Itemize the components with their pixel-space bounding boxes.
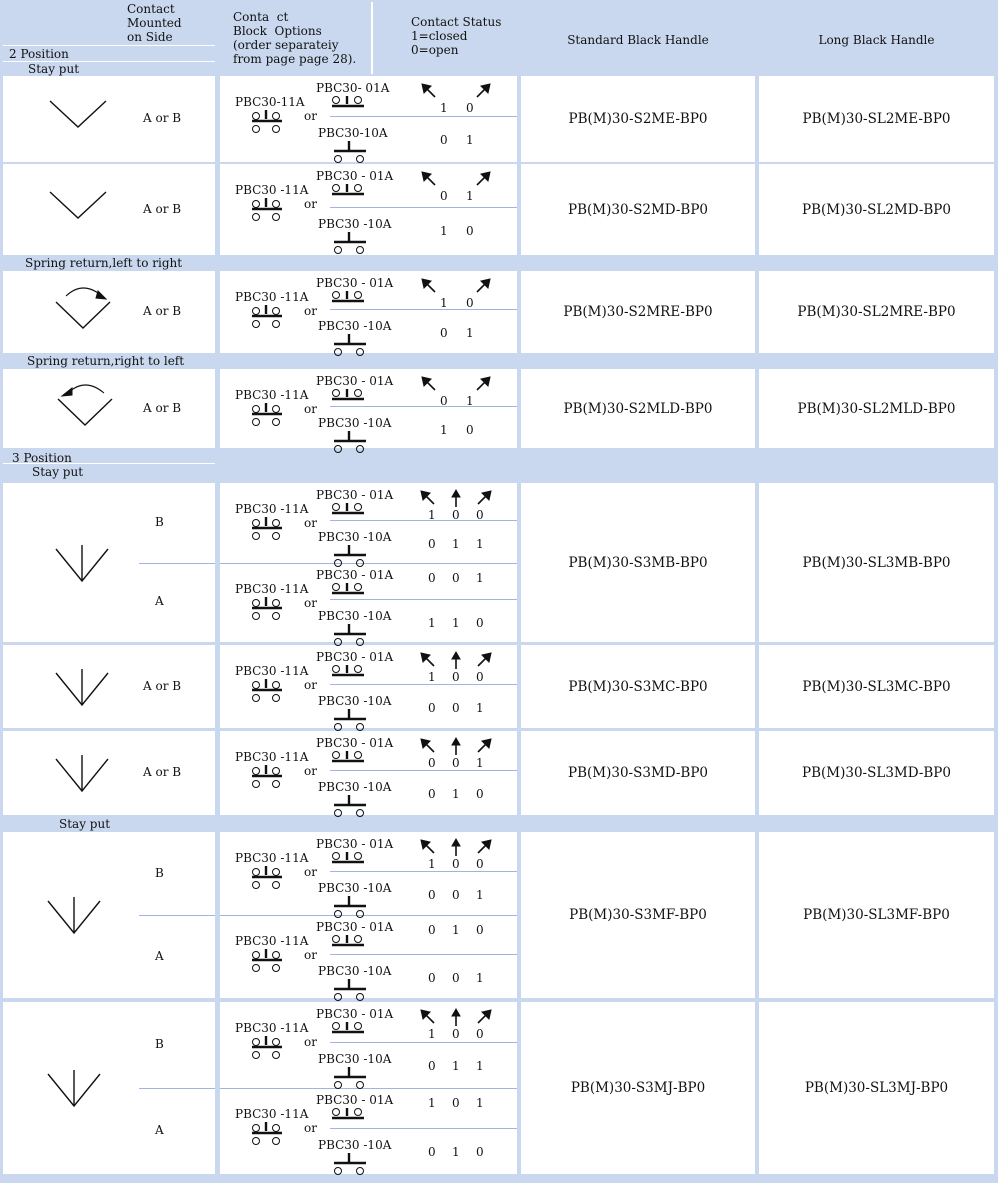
status-value: 0 [452, 508, 460, 522]
block-label-01a: PBC30 - 01A [316, 920, 394, 934]
status-value: 1 [452, 616, 460, 631]
contact-divider [330, 684, 517, 685]
status-value: 1 [428, 857, 436, 871]
contact-block-01-icon [332, 852, 366, 864]
status-value: 0 [476, 670, 484, 684]
part-number-standard: PB(M)30-S2MD-BP0 [568, 201, 708, 218]
contact-block-10-icon [334, 795, 368, 819]
block-label-10a: PBC30 -10A [318, 880, 392, 895]
part-number-long: PB(M)30-SL2MLD-BP0 [797, 400, 956, 417]
block-label-11a: PBC30 -11A [235, 934, 309, 948]
contact-block-01-icon [332, 1108, 366, 1120]
status-value: 0 [428, 570, 436, 585]
part-number-long: PB(M)30-SL3MC-BP0 [802, 678, 951, 695]
row-sep [0, 642, 998, 645]
status-value: 0 [428, 887, 436, 902]
header-options-2: Block Options [233, 24, 322, 38]
part-number-long: PB(M)30-SL2MRE-BP0 [797, 304, 956, 320]
contact-block-10-icon [334, 1153, 368, 1177]
status-value: 1 [428, 616, 436, 631]
band-stay-put-2 [0, 815, 998, 832]
contact-block-11-icon [252, 517, 284, 543]
status-value: 0 [466, 422, 474, 437]
two-direction-arrows-icon [422, 84, 490, 100]
status-value: 0 [428, 1059, 436, 1073]
block-label-11a: PBC30 -11A [235, 1021, 309, 1035]
status-value: 1 [452, 1145, 460, 1159]
contact-divider [330, 1128, 517, 1129]
block-label-01a: PBC30 - 01A [316, 276, 394, 290]
contact-divider [330, 770, 517, 771]
contact-divider [330, 954, 517, 955]
status-value: 0 [428, 756, 436, 770]
status-value: 0 [428, 1145, 436, 1159]
part-number-standard: PB(M)30-S3MJ-BP0 [570, 1080, 706, 1096]
status-value: 1 [428, 508, 436, 522]
contact-block-11-icon [252, 866, 284, 892]
side-divider [139, 915, 215, 916]
three-direction-arrows-icon [421, 1010, 491, 1026]
header-mounted-2: Mounted [127, 16, 182, 30]
or-label: or [304, 865, 317, 879]
mounted-side-a-or-b: A or B [143, 111, 182, 125]
block-label-01a: PBC30 - 01A [316, 488, 394, 502]
row-sep [0, 728, 998, 731]
contact-block-11-icon [252, 679, 284, 705]
contact-block-11-icon [252, 1122, 284, 1148]
contact-block-01-icon [332, 935, 366, 947]
status-value: 0 [476, 857, 484, 871]
status-value: 0 [452, 857, 460, 871]
block-label-10a: PBC30 -10A [318, 609, 392, 624]
block-label-11a: PBC30 -11A [235, 750, 309, 764]
or-label: or [304, 948, 317, 962]
col-sep-3 [517, 0, 521, 1183]
status-value: 1 [466, 189, 474, 203]
mounted-side-b: B [155, 865, 164, 880]
or-label: or [304, 1035, 317, 1049]
two-direction-arrows-icon [422, 377, 490, 393]
block-label-10a: PBC30 -10A [318, 1052, 392, 1066]
status-value: 1 [452, 1059, 460, 1073]
contact-block-11-icon [252, 765, 284, 791]
status-value: 1 [440, 101, 448, 115]
block-label-01a: PBC30 - 01A [316, 1093, 394, 1107]
block-label-01a: PBC30 - 01A [316, 650, 394, 664]
handle-three-position-icon [48, 897, 104, 937]
contact-block-10-icon [334, 545, 368, 569]
status-value: 0 [440, 326, 448, 340]
contact-block-10-icon [334, 896, 368, 920]
or-label: or [304, 197, 317, 211]
block-label-11a: PBC30 -11A [235, 502, 309, 516]
spring-return-right-icon [54, 282, 112, 332]
status-value: 0 [476, 508, 484, 522]
part-number-standard: PB(M)30-S3MF-BP0 [569, 907, 707, 923]
contact-block-10-icon [334, 979, 368, 1003]
status-value: 1 [428, 670, 436, 684]
part-number-standard: PB(M)30-S2ME-BP0 [568, 111, 708, 127]
left-border [0, 0, 3, 1183]
contact-block-01-icon [332, 184, 366, 196]
mounted-side-a: A [155, 1123, 164, 1137]
status-value: 1 [452, 923, 460, 937]
status-value: 0 [452, 887, 460, 902]
contact-divider [330, 1042, 517, 1043]
contact-block-01-icon [332, 1022, 366, 1034]
label-stay-put: Stay put [28, 62, 80, 76]
status-value: 0 [476, 616, 484, 631]
handle-two-position-icon [50, 101, 106, 131]
block-label-11a: PBC30 -11A [235, 664, 309, 678]
block-label-01a: PBC30- 01A [316, 81, 390, 95]
handle-three-position-icon [56, 545, 112, 585]
status-value: 0 [452, 1096, 460, 1110]
contact-block-11-icon [252, 949, 284, 975]
contact-block-01-icon [332, 583, 366, 595]
header-status-2: 1=closed [411, 29, 468, 43]
label-spring-rl: Spring return,right to left [27, 354, 185, 368]
three-direction-arrows-icon [421, 653, 491, 669]
label-stay-put: Stay put [32, 465, 84, 479]
right-border [994, 0, 998, 1183]
status-value: 0 [428, 700, 436, 715]
mounted-side-a-or-b: A or B [143, 400, 182, 415]
mounted-side-a: A [155, 948, 164, 963]
or-label: or [304, 109, 317, 123]
block-label-10a: PBC30 -10A [318, 780, 392, 794]
status-value: 1 [428, 1096, 436, 1110]
footer-band [0, 1174, 998, 1183]
col-sep-1 [215, 0, 220, 1183]
contact-block-01-icon [332, 96, 366, 108]
or-label: or [304, 678, 317, 692]
spring-return-left-icon [56, 379, 114, 429]
block-divider [220, 563, 517, 564]
status-value: 0 [476, 923, 484, 937]
status-value: 0 [476, 1027, 484, 1041]
block-label-10a: PBC30 -10A [318, 1138, 392, 1152]
status-value: 1 [476, 887, 484, 902]
block-label-11a: PBC30 -11A [235, 851, 309, 865]
mounted-side-a-or-b: A or B [143, 765, 182, 779]
part-number-long: PB(M)30-SL2MD-BP0 [802, 201, 951, 218]
contact-block-10-icon [334, 232, 368, 256]
row-sep [0, 998, 998, 1002]
contact-block-11-icon [252, 597, 284, 623]
contact-block-01-icon [332, 291, 366, 303]
status-value: 1 [476, 536, 484, 551]
status-value: 1 [476, 700, 484, 715]
status-value: 1 [476, 970, 484, 985]
status-value: 0 [476, 787, 484, 801]
block-label-10a: PBC30 -10A [318, 963, 392, 978]
label-two-position: 2 Position [9, 47, 69, 61]
status-value: 1 [466, 326, 474, 340]
block-label-11a: PBC30 -11A [235, 581, 309, 596]
status-value: 1 [466, 394, 474, 408]
block-label-11a: PBC30-11A [235, 95, 305, 109]
block-label-11a: PBC30 -11A [235, 388, 309, 402]
block-divider [220, 915, 517, 916]
or-label: or [304, 764, 317, 778]
header-long: Long Black Handle [818, 33, 935, 47]
status-value: 0 [466, 223, 474, 238]
or-label: or [304, 595, 317, 610]
status-value: 1 [440, 296, 448, 310]
status-value: 0 [466, 101, 474, 115]
three-direction-arrows-icon [421, 840, 491, 856]
side-divider [139, 563, 215, 564]
three-direction-arrows-icon [421, 491, 491, 507]
header-mounted-1: Contact [127, 2, 175, 16]
contact-block-10-icon [334, 709, 368, 733]
status-value: 1 [428, 1027, 436, 1041]
status-value: 0 [440, 189, 448, 203]
header-line [3, 45, 215, 46]
contact-block-11-icon [252, 1036, 284, 1062]
status-value: 0 [452, 970, 460, 985]
row-sep [0, 162, 998, 164]
status-value: 0 [428, 787, 436, 801]
status-value: 0 [452, 700, 460, 715]
contact-block-10-icon [334, 624, 368, 648]
contact-block-11-icon [252, 198, 284, 224]
header-options-4: from page page 28). [233, 52, 357, 66]
handle-three-position-icon [56, 755, 112, 795]
handle-three-position-icon [56, 669, 112, 709]
part-number-long: PB(M)30-SL3MD-BP0 [802, 765, 951, 781]
handle-three-position-icon [48, 1070, 104, 1110]
label-three-position: 3 Position [12, 451, 72, 465]
block-label-01a: PBC30 - 01A [316, 169, 394, 183]
mounted-side-a-or-b: A or B [143, 678, 182, 693]
part-number-long: PB(M)30-SL3MB-BP0 [802, 554, 951, 571]
contact-divider [330, 116, 517, 117]
block-label-01a: PBC30 - 01A [316, 1007, 394, 1021]
part-number-standard: PB(M)30-S3MC-BP0 [568, 678, 708, 695]
block-label-10a: PBC30 -10A [318, 415, 392, 430]
status-value: 0 [440, 394, 448, 408]
contact-block-10-icon [334, 1067, 368, 1091]
block-label-01a: PBC30 - 01A [316, 837, 394, 851]
contact-block-10-icon [334, 431, 368, 455]
status-value: 1 [476, 1096, 484, 1110]
status-value: 1 [476, 570, 484, 585]
part-number-long: PB(M)30-SL3MJ-BP0 [804, 1080, 949, 1096]
three-direction-arrows-icon [421, 739, 491, 755]
status-value: 0 [452, 1027, 460, 1041]
or-label: or [304, 1121, 317, 1135]
contact-block-10-icon [334, 141, 368, 165]
block-label-01a: PBC30 - 01A [316, 374, 394, 388]
contact-divider [330, 406, 517, 407]
header-status-1: Contact Status [411, 15, 502, 29]
status-value: 0 [428, 536, 436, 551]
contact-divider [330, 599, 517, 600]
block-label-01a: PBC30 - 01A [316, 736, 394, 750]
part-number-standard: PB(M)30-S2MLD-BP0 [563, 400, 713, 417]
mounted-side-a: A [155, 594, 164, 609]
header-status-3: 0=open [411, 43, 459, 57]
side-divider [139, 1088, 215, 1089]
or-label: or [304, 402, 317, 416]
label-stay-put: Stay put [59, 817, 111, 831]
mounted-side-a-or-b: A or B [143, 304, 182, 318]
status-value: 0 [452, 756, 460, 770]
status-value: 1 [440, 223, 448, 238]
contact-block-01-icon [332, 751, 366, 763]
band-three-position [0, 448, 998, 483]
status-value: 1 [452, 787, 460, 801]
status-value: 1 [466, 133, 474, 147]
col-sep-4 [755, 0, 759, 1183]
block-label-10a: PBC30 -10A [318, 319, 392, 333]
status-value: 1 [452, 536, 460, 551]
part-number-standard: PB(M)30-S3MB-BP0 [568, 554, 708, 571]
contact-divider [330, 207, 517, 208]
contact-block-11-icon [252, 110, 284, 136]
header-options-3: (order separateiy [233, 38, 339, 52]
contact-divider [330, 871, 517, 872]
or-label: or [304, 516, 317, 530]
status-value: 1 [440, 422, 448, 437]
block-label-11a: PBC30 -11A [235, 1107, 309, 1121]
status-value: 1 [476, 756, 484, 770]
status-value: 0 [476, 1145, 484, 1159]
mounted-side-b: B [155, 514, 164, 529]
contact-block-11-icon [252, 403, 284, 429]
label-spring-lr: Spring return,left to right [25, 256, 183, 270]
or-label: or [304, 304, 317, 318]
part-number-standard: PB(M)30-S2MRE-BP0 [563, 304, 713, 320]
contact-block-11-icon [252, 305, 284, 331]
header-options-1: Conta ct [233, 10, 289, 24]
block-divider [220, 1088, 517, 1089]
block-label-10a: PBC30-10A [318, 126, 388, 140]
header-sep-white [371, 2, 373, 74]
status-value: 0 [428, 923, 436, 937]
status-value: 0 [466, 296, 474, 310]
block-label-10a: PBC30 -10A [318, 216, 392, 231]
part-number-long: PB(M)30-SL2ME-BP0 [802, 111, 951, 127]
status-value: 0 [440, 133, 448, 147]
two-direction-arrows-icon [422, 279, 490, 295]
header-standard: Standard Black Handle [567, 33, 709, 47]
block-label-10a: PBC30 -10A [318, 529, 392, 544]
status-value: 1 [476, 1059, 484, 1073]
status-value: 0 [452, 570, 460, 585]
mounted-side-a-or-b: A or B [143, 201, 182, 216]
block-label-10a: PBC30 -10A [318, 693, 392, 708]
part-number-long: PB(M)30-SL3MF-BP0 [803, 907, 950, 923]
block-label-01a: PBC30 - 01A [316, 567, 394, 582]
contact-block-01-icon [332, 389, 366, 401]
header-mounted-3: on Side [127, 30, 173, 44]
contact-block-01-icon [332, 665, 366, 677]
status-value: 0 [428, 970, 436, 985]
mounted-side-b: B [155, 1037, 164, 1051]
contact-divider [330, 520, 517, 521]
two-direction-arrows-icon [422, 172, 490, 188]
status-value: 0 [452, 670, 460, 684]
handle-two-position-icon [50, 192, 106, 222]
block-label-11a: PBC30 -11A [235, 183, 309, 197]
contact-block-01-icon [332, 503, 366, 515]
part-number-standard: PB(M)30-S3MD-BP0 [568, 765, 708, 781]
block-label-11a: PBC30 -11A [235, 290, 309, 304]
contact-block-10-icon [334, 334, 368, 358]
contact-divider [330, 309, 517, 310]
